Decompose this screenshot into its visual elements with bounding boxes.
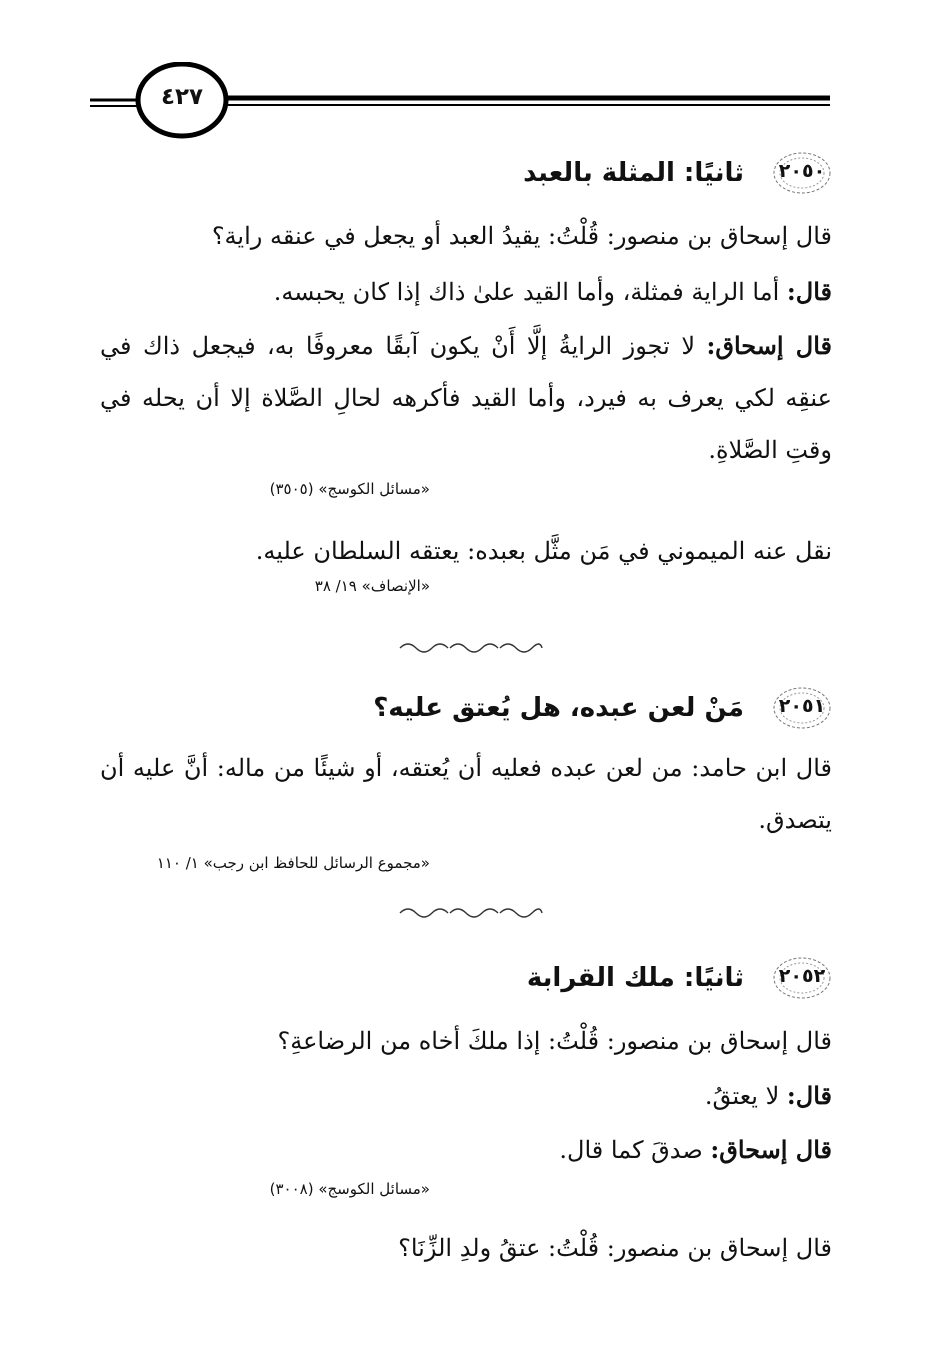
speaker-label: قال:	[786, 1081, 832, 1110]
divider-ornament-icon	[395, 905, 545, 921]
entry-number-badge	[770, 685, 834, 731]
source-citation: «مسائل الكوسج» (٣٥٠٥)	[269, 480, 430, 498]
paragraph	[100, 1124, 832, 1176]
entry-title: مَنْ لعن عبده، هل يُعتق عليه؟	[373, 693, 744, 723]
paragraph-text: صدقَ كما قال.	[559, 1136, 711, 1164]
page-number: ٤٢٧	[160, 84, 204, 110]
note-paragraph	[100, 525, 832, 577]
paragraph-text: لا تجوز الرايةُ إلَّا أَنْ يكون آبقًا معروفًا به، فيجعل ذاك في عنقِه لكي يعرف به فيرد، وأما القيد فأكرهه لحالِ الصَّلاة إلا أن يحله في وقتِ الصَّلاةِ.	[100, 332, 832, 464]
source-citation: «الإنصاف» ١٩/ ٣٨	[314, 577, 430, 595]
entry-heading-2051	[373, 685, 834, 731]
paragraph-text: لا يعتقُ.	[704, 1082, 787, 1110]
speaker-label: قال إسحاق:	[710, 1135, 832, 1164]
paragraph	[100, 320, 832, 476]
divider-ornament-icon	[395, 640, 545, 656]
entry-title: ثانيًا: المثلة بالعبد	[523, 158, 744, 188]
speaker-label: قال:	[786, 277, 832, 306]
paragraph	[100, 266, 832, 318]
paragraph-text: قال إسحاق بن منصور: قُلْتُ: عتقُ ولدِ الزِّنَا؟	[398, 1234, 832, 1262]
paragraph-text: أما الراية فمثلة، وأما القيد علىٰ ذاك إذا كان يحبسه.	[273, 278, 787, 306]
paragraph-text: قال إسحاق بن منصور: قُلْتُ: يقيدُ العبد أو يجعل في عنقه راية؟	[211, 222, 832, 250]
entry-number-badge	[770, 150, 834, 196]
entry-number: ٢٠٥٠	[778, 160, 826, 182]
paragraph-text: قال ابن حامد: من لعن عبده فعليه أن يُعتقه، أو شيئًا من ماله: أنَّ عليه أن يتصدق.	[100, 754, 832, 834]
entry-title: ثانيًا: ملك القرابة	[526, 963, 744, 993]
speaker-label: قال إسحاق:	[706, 331, 833, 360]
entry-number-badge	[770, 955, 834, 1001]
paragraph-text: نقل عنه الميموني في مَن مثَّل بعبده: يعتقه السلطان عليه.	[255, 537, 832, 565]
source-citation: «مسائل الكوسج» (٣٠٠٨)	[269, 1180, 430, 1198]
entry-heading-2050	[523, 150, 834, 196]
entry-number: ٢٠٥١	[778, 695, 826, 717]
paragraph	[100, 742, 832, 846]
paragraph	[100, 210, 832, 262]
entry-number: ٢٠٥٢	[778, 965, 826, 987]
paragraph	[100, 1222, 832, 1274]
page-header	[90, 62, 830, 142]
paragraph	[100, 1070, 832, 1122]
paragraph-text: قال إسحاق بن منصور: قُلْتُ: إذا ملكَ أخاه من الرضاعةِ؟	[277, 1027, 832, 1055]
entry-heading-2052	[527, 955, 834, 1001]
source-citation: «مجموع الرسائل للحافظ ابن رجب» ١/ ١١٠	[156, 854, 430, 872]
paragraph	[100, 1015, 832, 1067]
